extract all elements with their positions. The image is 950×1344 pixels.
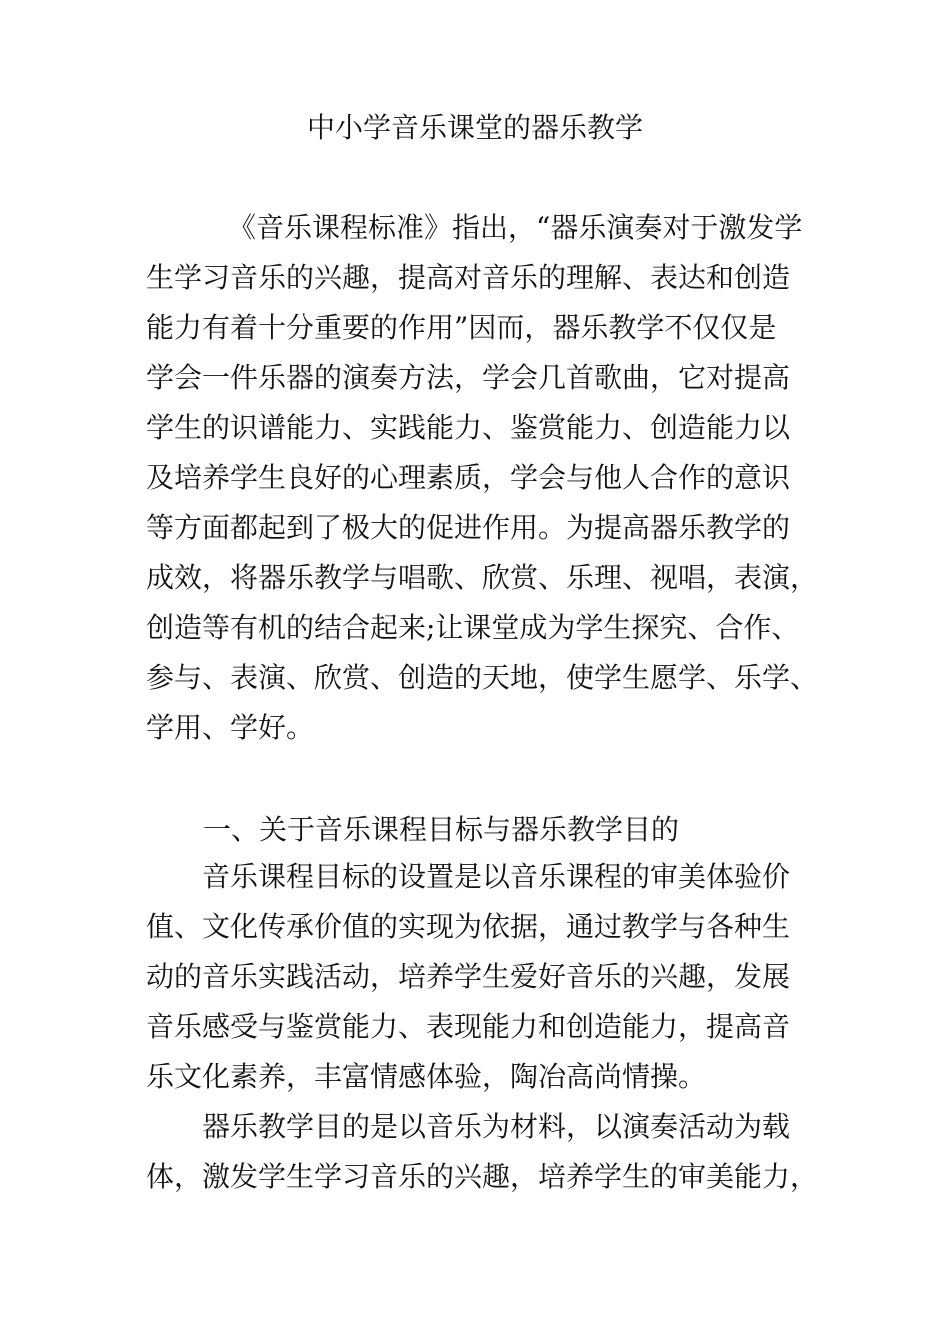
paragraph-instrument-goals xyxy=(146,1102,819,1202)
text-line: 《音乐课程标准》指出，“器乐演奏对于激发学 xyxy=(228,211,803,244)
text-line: 值、文化传承价值的实现为依据，通过教学与各种生 xyxy=(146,910,791,943)
section-heading: 一、关于音乐课程目标与器乐教学目的 xyxy=(203,813,680,846)
document-title: 中小学音乐课堂的器乐教学 xyxy=(306,111,643,144)
text-line: 音乐课程目标的设置是以音乐课程的审美体验价 xyxy=(202,860,791,893)
text-line: 等方面都起到了极大的促进作用。为提高器乐教学的 xyxy=(146,511,791,544)
text-line: 成效，将器乐教学与唱歌、欣赏、乐理、视唱，表演， xyxy=(146,561,819,594)
paragraph-intro xyxy=(146,203,819,753)
text-line: 生学习音乐的兴趣，提高对音乐的理解、表达和创造 xyxy=(146,261,791,294)
text-line: 音乐感受与鉴赏能力、表现能力和创造能力，提高音 xyxy=(146,1010,791,1043)
text-line: 学会一件乐器的演奏方法，学会几首歌曲，它对提高 xyxy=(146,361,791,394)
text-line: 学生的识谱能力、实践能力、鉴赏能力、创造能力以 xyxy=(146,411,791,444)
text-line: 学用、学好。 xyxy=(146,711,315,744)
paragraph-course-goals xyxy=(146,852,814,1102)
text-line: 及培养学生良好的心理素质，学会与他人合作的意识 xyxy=(146,461,791,494)
text-line: 乐文化素养，丰富情感体验，陶冶高尚情操。 xyxy=(146,1060,707,1093)
text-line: 动的音乐实践活动，培养学生爱好音乐的兴趣，发展 xyxy=(146,960,791,993)
text-line: 体，激发学生学习音乐的兴趣，培养学生的审美能力， xyxy=(146,1160,819,1193)
text-line: 器乐教学目的是以音乐为材料，以演奏活动为载 xyxy=(202,1110,791,1143)
text-line: 能力有着十分重要的作用”因而，器乐教学不仅仅是 xyxy=(146,311,777,344)
text-line: 参与、表演、欣赏、创造的天地，使学生愿学、乐学、 xyxy=(146,661,819,694)
text-line: 创造等有机的结合起来;让课堂成为学生探究、合作、 xyxy=(146,611,800,644)
